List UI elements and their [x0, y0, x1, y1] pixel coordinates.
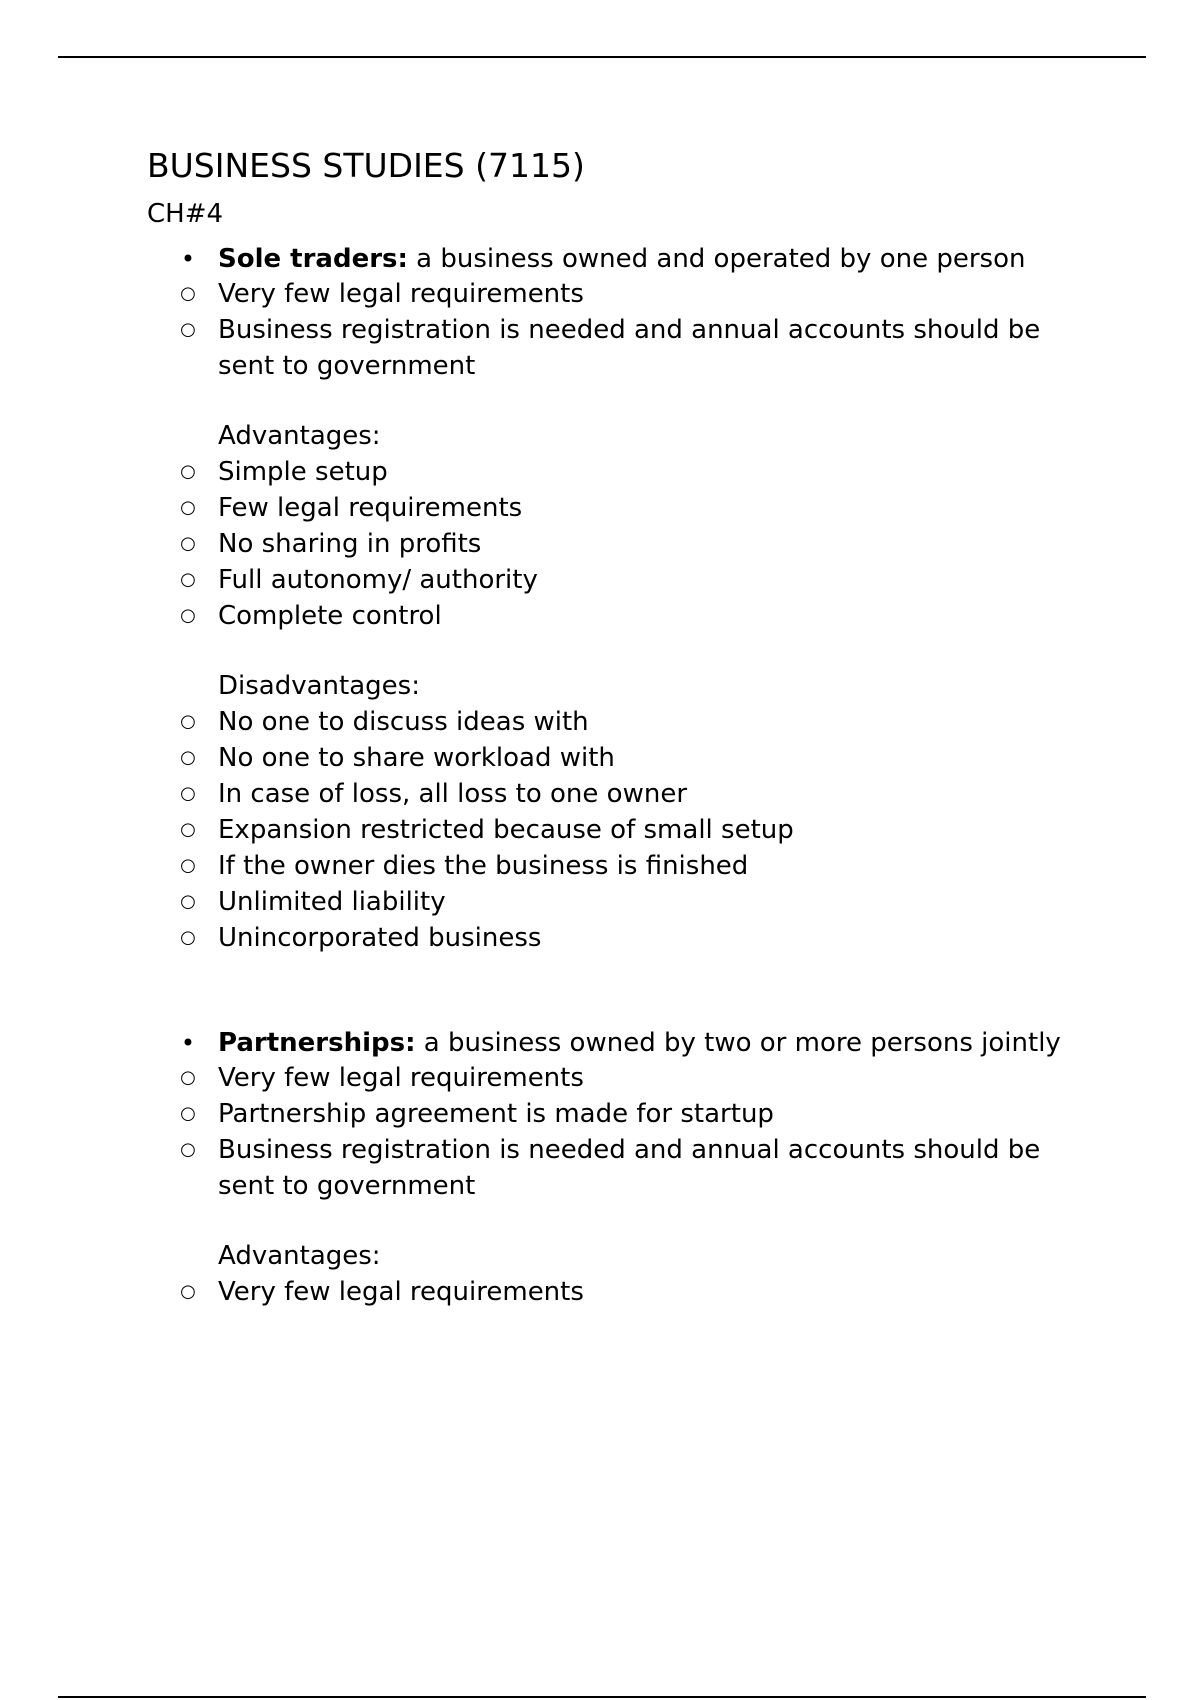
- list-item: [147, 776, 1097, 812]
- term-definition: a business owned and operated by one person: [407, 244, 1026, 274]
- document-title: BUSINESS STUDIES (7115): [147, 146, 585, 185]
- hollow-bullet-icon: ○: [180, 461, 196, 482]
- footer-rule: [58, 1696, 1146, 1698]
- document-body: [147, 138, 1097, 1310]
- list-item: [147, 1060, 1097, 1096]
- hollow-bullet-icon: ○: [180, 319, 196, 340]
- chapter-label: CH#4: [147, 199, 224, 229]
- advantages-heading: Advantages:: [218, 421, 381, 451]
- list-item: [147, 1132, 1097, 1204]
- list-item: [147, 526, 1097, 562]
- list-item-text: Expansion restricted because of small setup: [218, 815, 794, 845]
- list-item-text: Few legal requirements: [218, 493, 523, 523]
- list-item-text: Full autonomy/ authority: [218, 565, 538, 595]
- list-item-text: Very few legal requirements: [218, 1063, 584, 1093]
- hollow-bullet-icon: ○: [180, 783, 196, 804]
- list-item-text: Partnership agreement is made for startup: [218, 1099, 774, 1129]
- hollow-bullet-icon: ○: [180, 1103, 196, 1124]
- list-item-text: Unincorporated business: [218, 923, 542, 953]
- list-item: [147, 848, 1097, 884]
- list-item-text: Business registration is needed and annual accounts should be sent to government: [218, 315, 1041, 381]
- list-item-text: Very few legal requirements: [218, 279, 584, 309]
- list-item-text: Simple setup: [218, 457, 388, 487]
- list-item: [147, 490, 1097, 526]
- list-item-text: No one to discuss ideas with: [218, 707, 589, 737]
- list-item-text: If the owner dies the business is finished: [218, 851, 749, 881]
- hollow-bullet-icon: ○: [180, 605, 196, 626]
- bullet-icon: •: [180, 245, 196, 273]
- hollow-bullet-icon: ○: [180, 1067, 196, 1088]
- list-item: [147, 562, 1097, 598]
- hollow-bullet-icon: ○: [180, 1139, 196, 1160]
- list-item: [147, 276, 1097, 312]
- list-item: [147, 920, 1097, 956]
- partnerships-section: [147, 1026, 1097, 1310]
- hollow-bullet-icon: ○: [180, 819, 196, 840]
- hollow-bullet-icon: ○: [180, 747, 196, 768]
- list-item: [147, 312, 1097, 384]
- list-item: [147, 598, 1097, 634]
- hollow-bullet-icon: ○: [180, 855, 196, 876]
- list-item: [147, 1274, 1097, 1310]
- list-item-text: Unlimited liability: [218, 887, 446, 917]
- term-label: Partnerships:: [218, 1028, 416, 1058]
- list-item-text: No one to share workload with: [218, 743, 615, 773]
- list-item: [147, 1026, 1097, 1060]
- list-item: [147, 242, 1097, 276]
- term-definition: a business owned by two or more persons jointly: [415, 1028, 1061, 1058]
- hollow-bullet-icon: ○: [180, 927, 196, 948]
- term-label: Sole traders:: [218, 244, 408, 274]
- hollow-bullet-icon: ○: [180, 283, 196, 304]
- list-item: [147, 454, 1097, 490]
- list-item: [147, 704, 1097, 740]
- list-item-text: Business registration is needed and annual accounts should be sent to government: [218, 1135, 1041, 1201]
- list-item-text: No sharing in profits: [218, 529, 482, 559]
- list-item-text: In case of loss, all loss to one owner: [218, 779, 688, 809]
- hollow-bullet-icon: ○: [180, 1281, 196, 1302]
- advantages-heading: Advantages:: [218, 1241, 381, 1271]
- hollow-bullet-icon: ○: [180, 569, 196, 590]
- hollow-bullet-icon: ○: [180, 533, 196, 554]
- header-rule: [58, 56, 1146, 58]
- sole-traders-section: [147, 242, 1097, 956]
- list-item-text: Very few legal requirements: [218, 1277, 584, 1307]
- list-item: [147, 884, 1097, 920]
- hollow-bullet-icon: ○: [180, 711, 196, 732]
- disadvantages-heading: Disadvantages:: [218, 671, 420, 701]
- list-item-text: Complete control: [218, 601, 442, 631]
- hollow-bullet-icon: ○: [180, 891, 196, 912]
- list-item: [147, 1096, 1097, 1132]
- hollow-bullet-icon: ○: [180, 497, 196, 518]
- list-item: [147, 812, 1097, 848]
- bullet-icon: •: [180, 1029, 196, 1057]
- list-item: [147, 740, 1097, 776]
